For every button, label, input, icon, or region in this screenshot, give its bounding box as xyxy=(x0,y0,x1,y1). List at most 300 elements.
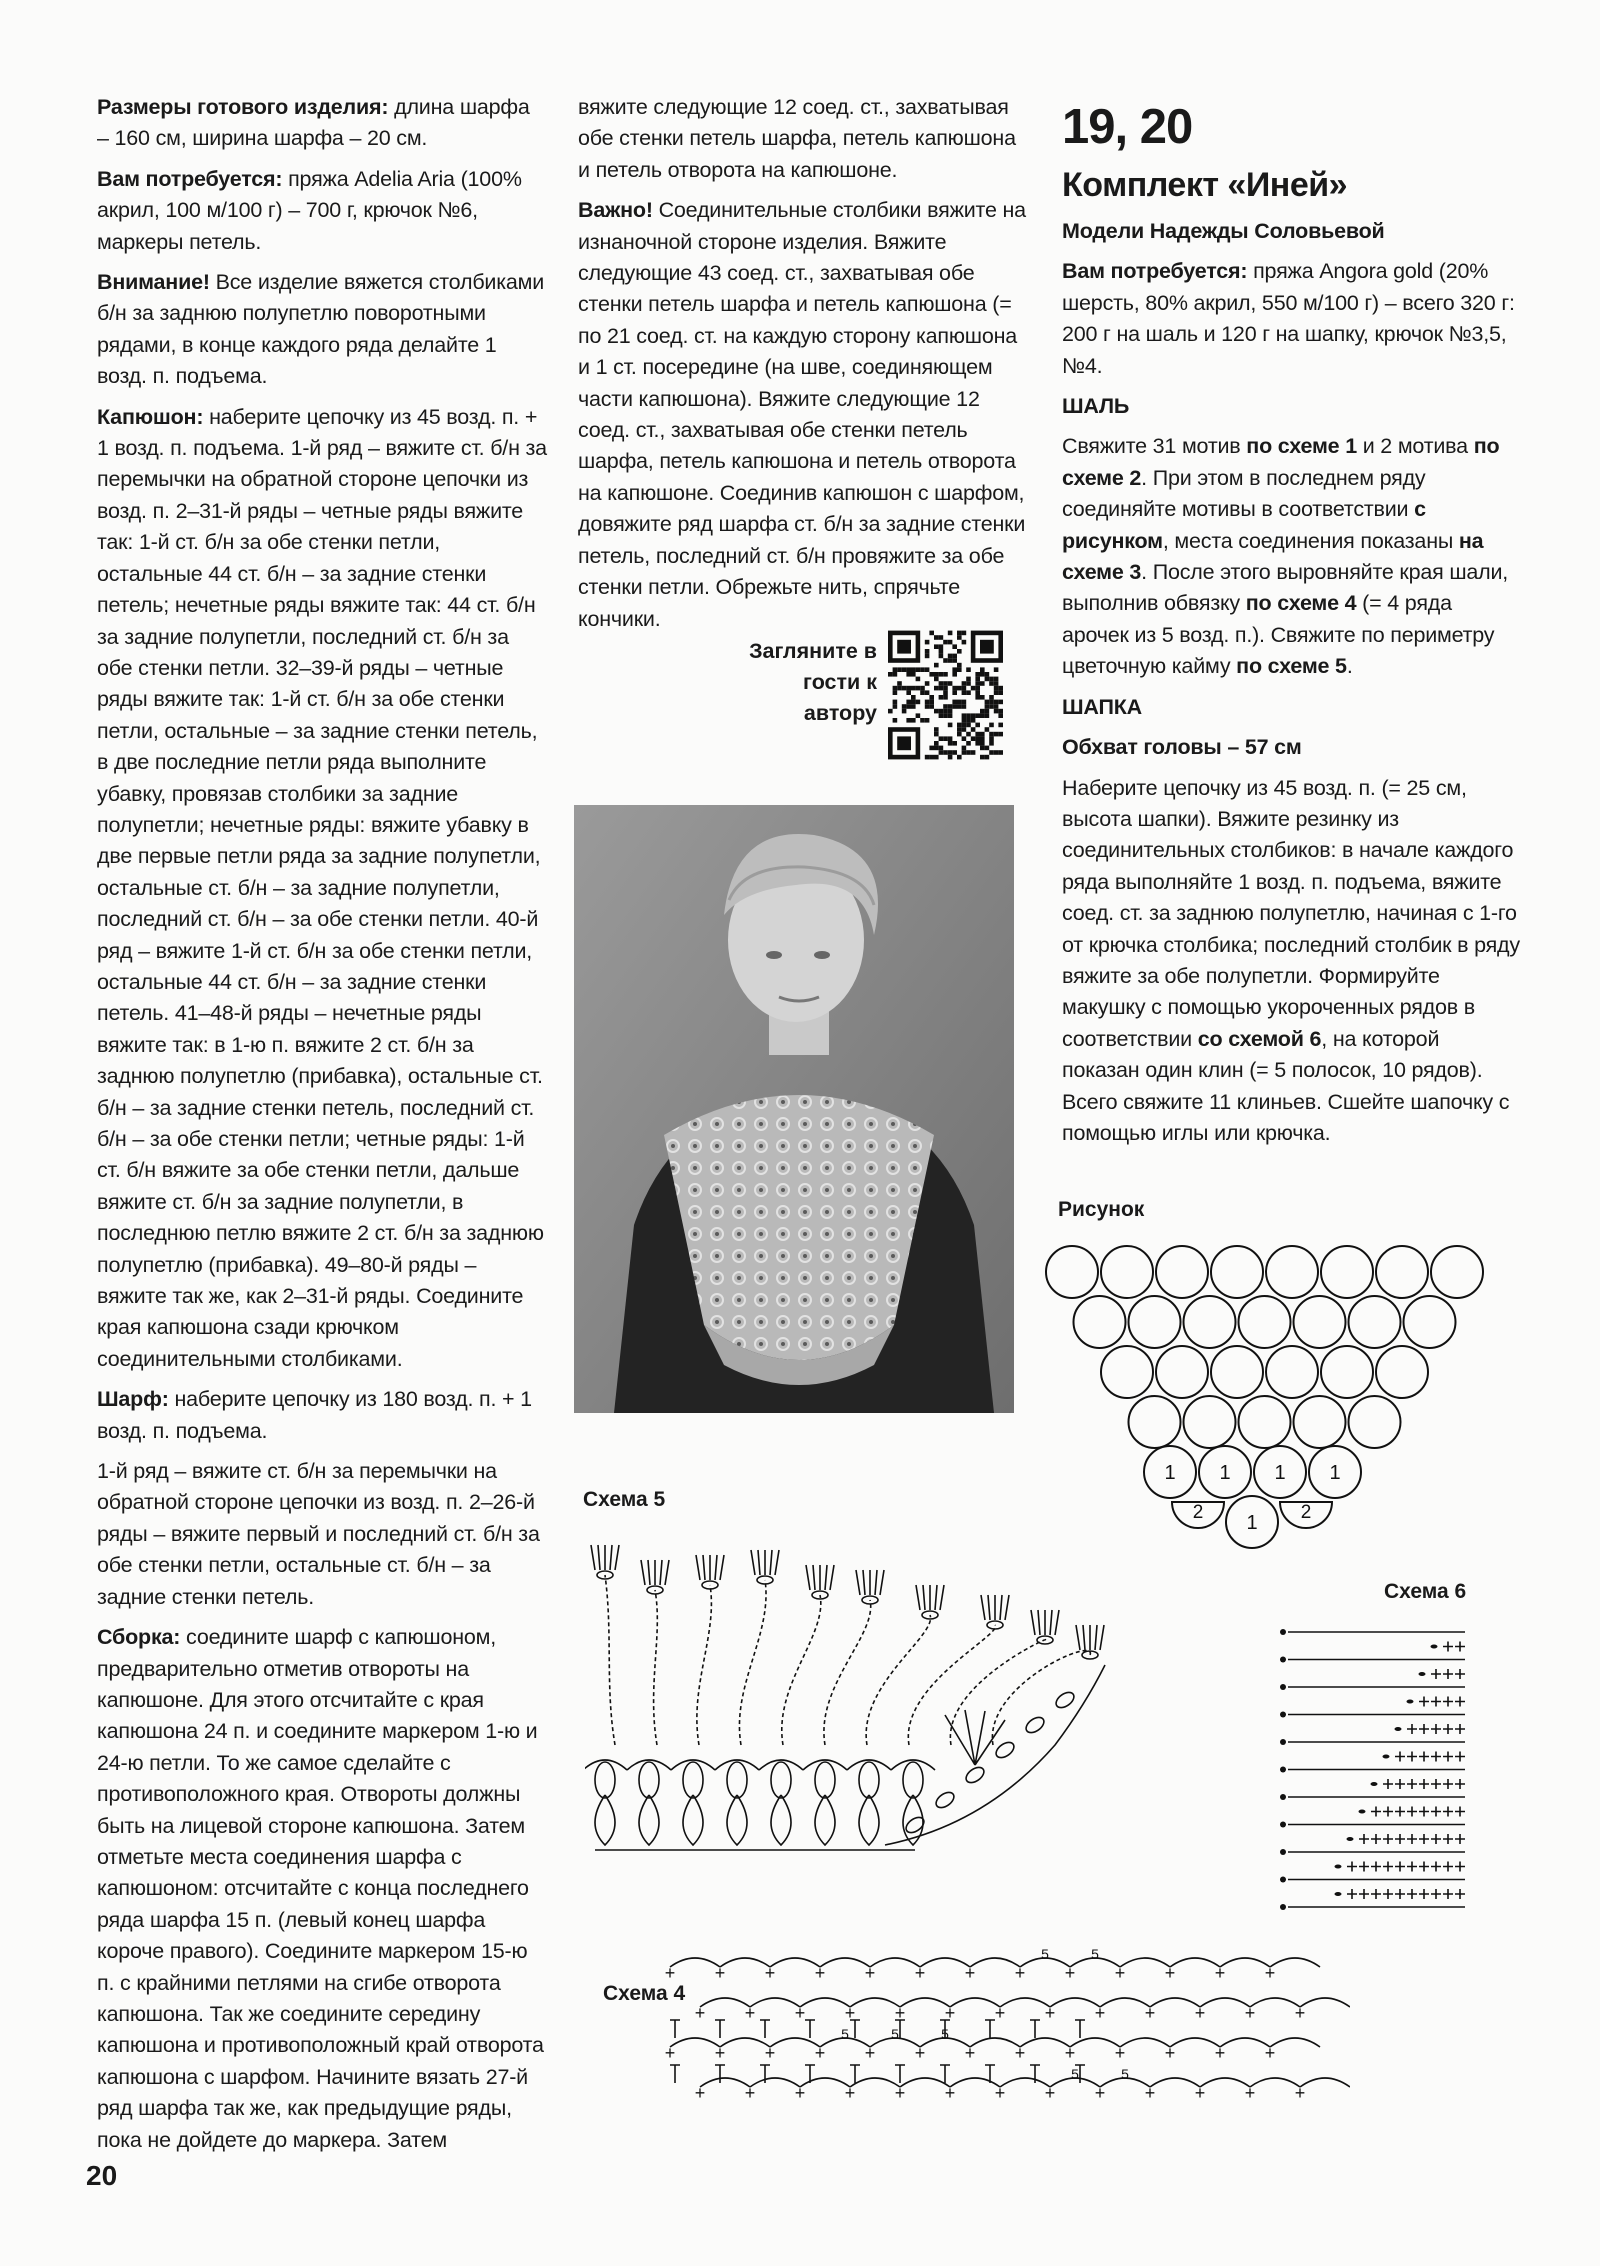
motif-circle xyxy=(1266,1246,1318,1298)
sc-mark xyxy=(1431,1889,1441,1899)
sc-mark: + xyxy=(1164,2043,1176,2063)
motif-circle xyxy=(1046,1246,1098,1298)
sc-mark: + xyxy=(1244,2003,1256,2023)
sc-mark xyxy=(1431,1724,1441,1734)
chain-arch xyxy=(850,1998,900,2007)
dc-mark xyxy=(850,2020,860,2083)
chain-stem xyxy=(605,1575,615,1745)
motif-circle xyxy=(1156,1346,1208,1398)
sc-mark xyxy=(1359,1889,1369,1899)
author-line: Модели Надежды Соловьевой xyxy=(1062,219,1385,243)
chain-arch xyxy=(1000,1998,1050,2007)
arch-count: 5 xyxy=(941,2026,949,2042)
chain-stem xyxy=(697,1585,712,1745)
sc-mark: + xyxy=(1144,2003,1156,2023)
arch-count: 5 xyxy=(1121,2066,1129,2082)
column-middle xyxy=(578,92,1028,644)
sc-mark xyxy=(1443,1724,1453,1734)
chain-stem xyxy=(992,1651,1090,1745)
petal-stitch xyxy=(720,1555,724,1580)
sc-mark: + xyxy=(1194,2083,1206,2103)
chain-arch xyxy=(1170,2038,1220,2047)
chain-arch xyxy=(1000,2078,1050,2087)
sc-mark xyxy=(1407,1862,1417,1872)
sc-mark xyxy=(1395,1862,1405,1872)
chain-arch xyxy=(1270,2038,1320,2047)
sc-mark xyxy=(1359,1834,1369,1844)
chain-arch xyxy=(1150,2078,1200,2087)
arch-count: 5 xyxy=(841,2026,849,2042)
dc-mark xyxy=(805,2020,815,2083)
chain-arch xyxy=(770,1958,820,1967)
shell xyxy=(859,1795,879,1845)
motif-circle xyxy=(1321,1246,1373,1298)
shell xyxy=(683,1795,703,1845)
hat-paragraph: Наберите цепочку из 45 возд. п. (= 25 см, высота шапки). Вяжите резинку из соединительных столбиков: в начале каждого ряда выполняйте 1 возд. п. подъема, вяжите соед. ст. за заднюю полупетлю, начиная с 1-го от крючка столбика; последний столбик в ряду вяжите за обе полупетли. Формируйте макушку с помощью укороченных рядов в соответствии со схемой 6, на которой показан один клин (= 5 полосок, 10 рядов). Всего свяжите 11 клиньев. Сшейте шапочку с помощью иглы или крючка. xyxy=(1062,775,1520,1145)
sc-mark xyxy=(1407,1779,1417,1789)
sc-mark xyxy=(1347,1862,1357,1872)
picot xyxy=(771,1762,791,1798)
motif-circle xyxy=(1211,1346,1263,1398)
sc-mark: + xyxy=(1114,2043,1126,2063)
sc-mark: + xyxy=(894,2083,906,2103)
arch-count: 5 xyxy=(1071,2066,1079,2082)
head-girth: Обхват головы – 57 см xyxy=(1062,735,1302,760)
petal-stitch xyxy=(648,1560,650,1585)
scheme5-label: Схема 5 xyxy=(583,1488,666,1511)
shawl-heading: ШАЛЬ xyxy=(1062,394,1130,419)
chain-arch xyxy=(1300,1998,1350,2007)
chain-arch xyxy=(950,1998,1000,2007)
qr-caption: Загляните в гости к автору xyxy=(749,639,877,725)
petal-stitch xyxy=(610,1545,612,1570)
chain-arch xyxy=(1200,1998,1250,2007)
chain-arch xyxy=(970,1958,1020,1967)
petal-stitch xyxy=(825,1565,827,1590)
sc-mark xyxy=(1455,1752,1465,1762)
sc-mark: + xyxy=(1094,2083,1106,2103)
chain-arch xyxy=(1250,2078,1300,2087)
sc-mark: + xyxy=(814,2043,826,2063)
sc-mark: + xyxy=(814,1963,826,1983)
chain-arch xyxy=(1220,1958,1270,1967)
sc-mark: + xyxy=(714,1963,726,1983)
sc-mark xyxy=(1443,1862,1453,1872)
sc-mark xyxy=(1443,1834,1453,1844)
petal-stitch xyxy=(715,1555,717,1580)
petal-stitch xyxy=(1055,1610,1059,1635)
sc-mark xyxy=(1395,1889,1405,1899)
sc-mark xyxy=(1419,1752,1429,1762)
petal-stitch xyxy=(1038,1610,1040,1635)
sc-mark xyxy=(1443,1697,1453,1707)
petal-stitch xyxy=(703,1555,705,1580)
chain-arch xyxy=(1070,2038,1120,2047)
petal-stitch xyxy=(591,1545,595,1570)
picot xyxy=(683,1762,703,1798)
sc-mark xyxy=(1371,1889,1381,1899)
row-start-dot xyxy=(1280,1822,1286,1828)
petal-stitch xyxy=(880,1570,884,1595)
chain-stem xyxy=(950,1640,1045,1745)
chain-arch xyxy=(700,2078,750,2087)
sc-mark xyxy=(1455,1669,1465,1679)
sc-mark xyxy=(1395,1834,1405,1844)
chain-arch xyxy=(870,1958,920,1967)
sc-mark: + xyxy=(1064,2043,1076,2063)
petal-stitch xyxy=(660,1560,662,1585)
motif-circle xyxy=(1266,1346,1318,1398)
sc-mark xyxy=(1443,1889,1453,1899)
sc-mark xyxy=(1455,1724,1465,1734)
sc-mark xyxy=(1371,1834,1381,1844)
arch-count: 5 xyxy=(1091,1946,1099,1962)
motif-number: 1 xyxy=(1219,1462,1231,1484)
shell xyxy=(771,1795,791,1845)
sc-mark xyxy=(1407,1834,1417,1844)
sc-mark xyxy=(1443,1642,1453,1652)
petal-stitch xyxy=(923,1585,925,1610)
chain-arch xyxy=(970,2038,1020,2047)
scarf-paragraph: Шарф: наберите цепочку из 180 возд. п. + 1 возд. п. подъема. xyxy=(97,1387,532,1443)
sc-mark: + xyxy=(944,2083,956,2103)
sc-mark xyxy=(1443,1669,1453,1679)
sc-mark: + xyxy=(694,2083,706,2103)
chain-arch xyxy=(1200,2078,1250,2087)
chain-arch xyxy=(1250,1998,1300,2007)
sc-mark: + xyxy=(1064,1963,1076,1983)
sc-mark: + xyxy=(794,2003,806,2023)
chain-arch xyxy=(1120,1958,1170,1967)
sc-mark xyxy=(1383,1834,1393,1844)
sc-mark xyxy=(1347,1889,1357,1899)
sc-mark: + xyxy=(764,2043,776,2063)
chain-stem xyxy=(739,1580,766,1745)
petal-stitch xyxy=(1050,1610,1052,1635)
assembly-continued: вяжите следующие 12 соед. ст., захватывая обе стенки петель шарфа, петель капюшона и петель отворота на капюшоне. xyxy=(578,95,1016,182)
chain-arch xyxy=(1170,1958,1220,1967)
sizes-paragraph: Размеры готового изделия: длина шарфа – 160 см, ширина шарфа – 20 см. xyxy=(97,95,530,151)
sc-mark xyxy=(1431,1697,1441,1707)
chain-arch xyxy=(820,1958,870,1967)
sc-mark: + xyxy=(744,2003,756,2023)
petal-stitch xyxy=(751,1550,755,1575)
petal-stitch xyxy=(940,1585,944,1610)
sc-mark: + xyxy=(1264,2043,1276,2063)
arch-count: 5 xyxy=(891,2026,899,2042)
sc-mark xyxy=(1395,1807,1405,1817)
sc-mark xyxy=(1383,1779,1393,1789)
motif-number: 1 xyxy=(1164,1462,1176,1484)
row-start-dot xyxy=(1280,1794,1286,1800)
slip-mark xyxy=(1383,1755,1390,1759)
chain-stem xyxy=(654,1590,658,1745)
row-start-dot xyxy=(1280,1739,1286,1745)
chain-arch xyxy=(750,1998,800,2007)
shell xyxy=(727,1795,747,1845)
sc-mark: + xyxy=(864,1963,876,1983)
corner-picot xyxy=(933,1789,956,1810)
petal-stitch xyxy=(1031,1610,1035,1635)
chain-arch xyxy=(770,2038,820,2047)
sc-mark xyxy=(1455,1697,1465,1707)
hat-heading: ШАПКА xyxy=(1062,694,1142,719)
chain-arch xyxy=(900,2078,950,2087)
motif-circle xyxy=(1349,1396,1401,1448)
sc-mark xyxy=(1443,1779,1453,1789)
corner-picot xyxy=(963,1764,986,1785)
sc-mark: + xyxy=(1214,1963,1226,1983)
chain-arch xyxy=(800,2078,850,2087)
corner-picot xyxy=(1053,1689,1076,1710)
dc-mark xyxy=(985,2020,995,2083)
sc-mark xyxy=(1419,1862,1429,1872)
sc-mark xyxy=(1419,1779,1429,1789)
petal-stitch xyxy=(813,1565,815,1590)
shell xyxy=(595,1795,615,1845)
petal-stitch xyxy=(696,1555,700,1580)
petal-stitch xyxy=(863,1570,865,1595)
chain-arch xyxy=(1150,1998,1200,2007)
chain-arch xyxy=(720,1958,770,1967)
sc-mark: + xyxy=(1044,2083,1056,2103)
scheme4-label: Схема 4 xyxy=(603,1982,686,2005)
motif-number: 1 xyxy=(1274,1462,1286,1484)
sc-mark: + xyxy=(914,1963,926,1983)
model-photo xyxy=(574,805,1014,1413)
sc-mark: + xyxy=(1014,1963,1026,1983)
motif-circle xyxy=(1349,1296,1401,1348)
slip-mark xyxy=(1335,1865,1342,1869)
sc-mark xyxy=(1419,1724,1429,1734)
sc-mark: + xyxy=(944,2003,956,2023)
chain-arch xyxy=(720,2038,770,2047)
motif-circle xyxy=(1211,1246,1263,1298)
chain-arch xyxy=(1100,1998,1150,2007)
sc-mark: + xyxy=(1044,2003,1056,2023)
sc-mark: + xyxy=(864,2043,876,2063)
sc-mark xyxy=(1443,1807,1453,1817)
set-title: Комплект «Иней» xyxy=(1062,166,1348,204)
sc-mark xyxy=(1371,1862,1381,1872)
sc-mark: + xyxy=(994,2003,1006,2023)
motif-number: 1 xyxy=(1246,1512,1258,1534)
petal-stitch xyxy=(1076,1625,1080,1650)
sc-mark: + xyxy=(664,2043,676,2063)
petal-stitch xyxy=(641,1560,645,1585)
sc-mark: + xyxy=(664,1963,676,1983)
sc-mark xyxy=(1431,1752,1441,1762)
sc-mark xyxy=(1407,1724,1417,1734)
sc-mark: + xyxy=(1244,2083,1256,2103)
sc-mark xyxy=(1359,1862,1369,1872)
motif-circle xyxy=(1239,1296,1291,1348)
chain-arch xyxy=(1270,1958,1320,1967)
sc-mark xyxy=(1371,1807,1381,1817)
sc-mark xyxy=(1431,1779,1441,1789)
sc-mark: + xyxy=(844,2003,856,2023)
slip-mark xyxy=(1335,1892,1342,1896)
chain-stem xyxy=(824,1600,871,1745)
row-start-dot xyxy=(1280,1684,1286,1690)
sc-mark xyxy=(1455,1807,1465,1817)
sc-mark: + xyxy=(914,2043,926,2063)
chain-arch xyxy=(1120,2038,1170,2047)
motif-circle xyxy=(1101,1346,1153,1398)
column-left xyxy=(97,92,547,2165)
row-start-dot xyxy=(1280,1712,1286,1718)
dc-mark xyxy=(1030,2020,1040,2083)
scheme4-chart xyxy=(630,1940,1350,2115)
sc-mark: + xyxy=(694,2003,706,2023)
picot xyxy=(727,1762,747,1798)
sc-mark xyxy=(1455,1642,1465,1652)
motif-circle xyxy=(1129,1296,1181,1348)
set-materials-paragraph: Вам потребуется: пряжа Angora gold (20% шерсть, 80% акрил, 550 м/100 г) – всего 320 г: 200 г на шаль и 120 г на шапку, крючок №3,5, №4. xyxy=(1062,259,1515,378)
page-number: 20 xyxy=(86,2160,118,2191)
sc-mark: + xyxy=(1264,1963,1276,1983)
sc-mark: + xyxy=(994,2083,1006,2103)
petal-stitch xyxy=(775,1550,779,1575)
petal-stitch xyxy=(665,1560,669,1585)
scheme6-chart xyxy=(1280,1620,1470,1920)
petal-stitch xyxy=(916,1585,920,1610)
sc-mark: + xyxy=(764,1963,776,1983)
sc-mark xyxy=(1455,1862,1465,1872)
chain-arch xyxy=(700,1998,750,2007)
picot xyxy=(859,1762,879,1798)
sc-mark xyxy=(1455,1834,1465,1844)
chain-stem xyxy=(866,1615,930,1745)
sc-mark xyxy=(1419,1697,1429,1707)
petal-stitch xyxy=(830,1565,834,1590)
chain-arch xyxy=(800,1998,850,2007)
sc-mark: + xyxy=(964,2043,976,2063)
sc-mark: + xyxy=(844,2083,856,2103)
drawing-label: Рисунок xyxy=(1058,1198,1145,1221)
slip-mark xyxy=(1431,1645,1438,1649)
chain-arch xyxy=(920,1958,970,1967)
column-right xyxy=(1062,92,1522,1158)
motif-circle xyxy=(1101,1246,1153,1298)
petal-stitch xyxy=(1083,1625,1085,1650)
sc-mark: + xyxy=(964,1963,976,1983)
motif-circle xyxy=(1321,1346,1373,1398)
petal-stitch xyxy=(598,1545,600,1570)
motif-circle xyxy=(1376,1346,1428,1398)
shell xyxy=(639,1795,659,1845)
corner-picot xyxy=(993,1739,1016,1760)
sc-mark: + xyxy=(1014,2043,1026,2063)
sc-mark xyxy=(1431,1807,1441,1817)
petal-stitch xyxy=(806,1565,810,1590)
row-start-dot xyxy=(1280,1849,1286,1855)
qr-code[interactable] xyxy=(888,630,1003,760)
sc-mark: + xyxy=(744,2083,756,2103)
petal-stitch xyxy=(615,1545,619,1570)
row-start-dot xyxy=(1280,1877,1286,1883)
sc-mark xyxy=(1455,1779,1465,1789)
slip-mark xyxy=(1395,1727,1402,1731)
motif-circle xyxy=(1404,1296,1456,1348)
shawl-paragraph: Свяжите 31 мотив по схеме 1 и 2 мотива по схеме 2. При этом в последнем ряду соединяйте мотивы в соответствии с рисунком, места соединения показаны на схеме 3. После этого выровняйте края шали, выполнив обвязку по схеме 4 (= 4 ряда арочек из 5 возд. п.). Свяжите по периметру цветочную кайму по схеме 5. xyxy=(1062,434,1509,679)
picot xyxy=(595,1762,615,1798)
motif-circle xyxy=(1184,1296,1236,1348)
chain-arch xyxy=(1020,2038,1070,2047)
sc-mark xyxy=(1419,1807,1429,1817)
sc-mark xyxy=(1431,1669,1441,1679)
picot xyxy=(815,1762,835,1798)
petal-stitch xyxy=(770,1550,772,1575)
row-start-dot xyxy=(1280,1657,1286,1663)
scheme6-label: Схема 6 xyxy=(1384,1580,1467,1603)
chain-arch xyxy=(1300,2078,1350,2087)
sc-mark xyxy=(1407,1752,1417,1762)
petal-stitch xyxy=(758,1550,760,1575)
arch-count: 5 xyxy=(1041,1946,1049,1962)
shell xyxy=(815,1795,835,1845)
sc-mark: + xyxy=(1094,2003,1106,2023)
petal-stitch xyxy=(981,1595,985,1620)
sc-mark xyxy=(1383,1807,1393,1817)
fan-stitches xyxy=(945,1710,1005,1765)
petal-stitch xyxy=(1005,1595,1009,1620)
sc-mark xyxy=(1407,1807,1417,1817)
sc-mark xyxy=(1383,1889,1393,1899)
slip-mark xyxy=(1347,1837,1354,1841)
motif-number: 1 xyxy=(1329,1462,1341,1484)
hood-paragraph: Капюшон: наберите цепочку из 45 возд. п. + 1 возд. п. подъема. 1-й ряд – вяжите ст. б/н за перемычки на обратной стороне цепочки из возд. п. 2–31-й ряды – четные ряды вяжите так: 1-й ст. б/н за обе стенки петли, остальные 44 ст. б/н – за задние стенки петель; нечетные ряды вяжите так: 44 ст. б/н за задние полупетли, последний ст. б/н за обе стенки петли. 32–39-й ряды – четные ряды вяжите так: 1-й ст. б/н за обе стенки петли, остальные – за задние стенки петель, в две последние петли ряда выполните убавку, провязав столбики за задние полупетли; нечетные ряды: вяжите убавку в две первые петли ряда за задние полупетли, остальные ст. б/н – за задние полупетли, последний ст. б/н – за обе стенки петли. 40-й ряд – вяжите 1-й ст. б/н за обе стенки петли, остальные 44 ст. б/н – за задние стенки петель. 41–48-й ряды – нечетные ряды вяжите так: в 1-ю п. вяжите 2 ст. б/н за заднюю полупетлю (прибавка), остальные ст. б/н – за задние стенки петель, последний ст. б/н – за обе стенки петли; четные ряды: 1-й ст. б/н вяжите за обе стенки петли, дальше вяжите ст. б/н за задние полупетли, в последнюю петлю вяжите 2 ст. б/н за заднюю полупетлю (прибавка). 49–80-й ряды – вяжите так же, как 2–31-й ряды. Соедините края капюшона сзади крючком соединительными столбиками. xyxy=(97,404,547,1371)
sc-mark xyxy=(1443,1752,1453,1762)
row-start-dot xyxy=(1280,1629,1286,1635)
chain-arch xyxy=(670,1958,720,1967)
motif-number: 2 xyxy=(1300,1502,1312,1523)
petal-stitch xyxy=(988,1595,990,1620)
picot xyxy=(639,1762,659,1798)
sc-mark xyxy=(1395,1779,1405,1789)
attention-paragraph: Внимание! Все изделие вяжется столбиками б/н за заднюю полупетлю поворотными рядами, в конце каждого ряда делайте 1 возд. п. подъема. xyxy=(97,270,545,389)
sc-mark: + xyxy=(1144,2083,1156,2103)
sc-mark xyxy=(1455,1889,1465,1899)
scarf-rows-paragraph: 1-й ряд – вяжите ст. б/н за перемычки на обратной стороне цепочки из возд. п. 2–26-й ряды – вяжите первый и последний ст. б/н за обе стенки петли, остальные ст. б/н – за задние стенки петель. xyxy=(97,1459,540,1609)
motif-circle xyxy=(1376,1246,1428,1298)
sc-mark xyxy=(1431,1834,1441,1844)
motif-circle xyxy=(1184,1396,1236,1448)
petal-stitch xyxy=(1100,1625,1104,1650)
motif-circle xyxy=(1294,1396,1346,1448)
scheme5-chart xyxy=(585,1525,1125,1865)
sc-mark xyxy=(1395,1752,1405,1762)
corner-picot xyxy=(1023,1714,1046,1735)
petal-stitch xyxy=(875,1570,877,1595)
petal-stitch xyxy=(1000,1595,1002,1620)
chain-arch xyxy=(1050,1998,1100,2007)
chain-arch xyxy=(670,2038,720,2047)
motif-circle xyxy=(1074,1296,1126,1348)
motif-number: 2 xyxy=(1192,1502,1204,1523)
sc-mark: + xyxy=(1294,2083,1306,2103)
row-start-dot xyxy=(1280,1767,1286,1773)
petal-stitch xyxy=(935,1585,937,1610)
motif-circle xyxy=(1156,1246,1208,1298)
slip-mark xyxy=(1359,1810,1366,1814)
sc-mark: + xyxy=(894,2003,906,2023)
sc-mark: + xyxy=(1294,2003,1306,2023)
chain-arch xyxy=(900,1998,950,2007)
petal-stitch xyxy=(856,1570,860,1595)
sc-mark: + xyxy=(1194,2003,1206,2023)
chain-arch xyxy=(850,2078,900,2087)
